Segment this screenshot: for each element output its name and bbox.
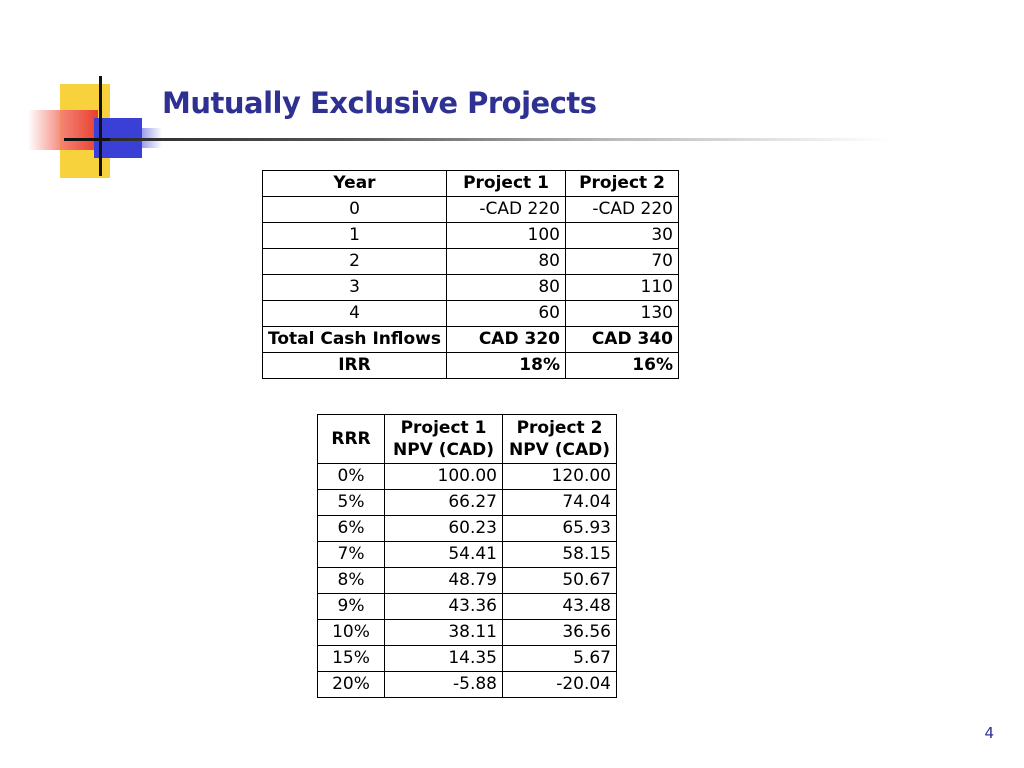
project-1-cash-cell: -CAD 220	[446, 197, 565, 223]
project-1-npv-cell: 100.00	[385, 464, 503, 490]
project-2-npv-cell: 36.56	[503, 620, 617, 646]
table-row	[318, 464, 617, 490]
table-row	[318, 542, 617, 568]
header-project-2-line1: Project 2	[516, 418, 603, 438]
table-row	[263, 275, 679, 301]
page-number: 4	[984, 724, 994, 742]
header-project-2-npv	[503, 415, 617, 464]
project-1-irr: 18%	[446, 353, 565, 379]
rrr-cell: 6%	[318, 516, 385, 542]
project-2-cash-cell: 70	[565, 249, 678, 275]
project-1-cash-cell: 100	[446, 223, 565, 249]
rrr-cell: 0%	[318, 464, 385, 490]
slide-title: Mutually Exclusive Projects	[162, 86, 597, 120]
header-project-2: Project 2	[565, 171, 678, 197]
header-project-1: Project 1	[446, 171, 565, 197]
project-1-npv-cell: -5.88	[385, 672, 503, 698]
table-row	[318, 594, 617, 620]
project-2-cash-cell: -CAD 220	[565, 197, 678, 223]
irr-row	[263, 353, 679, 379]
rrr-cell: 7%	[318, 542, 385, 568]
year-cell: 0	[263, 197, 447, 223]
project-1-cash-cell: 80	[446, 249, 565, 275]
project-2-npv-cell: 43.48	[503, 594, 617, 620]
table-row	[318, 490, 617, 516]
table-row	[263, 249, 679, 275]
total-label: Total Cash Inflows	[263, 327, 447, 353]
project-1-npv-cell: 38.11	[385, 620, 503, 646]
table-row	[263, 301, 679, 327]
irr-label: IRR	[263, 353, 447, 379]
project-2-npv-cell: 120.00	[503, 464, 617, 490]
table-row	[318, 568, 617, 594]
npv-table	[317, 414, 617, 698]
table-row	[263, 197, 679, 223]
rrr-cell: 8%	[318, 568, 385, 594]
project-2-npv-cell: 74.04	[503, 490, 617, 516]
year-cell: 2	[263, 249, 447, 275]
year-cell: 4	[263, 301, 447, 327]
project-1-npv-cell: 14.35	[385, 646, 503, 672]
header-rrr: RRR	[318, 415, 385, 464]
project-2-npv-cell: 50.67	[503, 568, 617, 594]
project-1-npv-cell: 43.36	[385, 594, 503, 620]
project-1-cash-cell: 60	[446, 301, 565, 327]
rrr-cell: 15%	[318, 646, 385, 672]
project-1-npv-cell: 54.41	[385, 542, 503, 568]
header-project-2-line2: NPV (CAD)	[508, 440, 611, 460]
total-cash-inflows-row	[263, 327, 679, 353]
table-row	[263, 223, 679, 249]
header-project-1-line1: Project 1	[400, 418, 487, 438]
table-row	[318, 516, 617, 542]
project-2-npv-cell: 58.15	[503, 542, 617, 568]
header-project-1-line2: NPV (CAD)	[392, 440, 495, 460]
logo-red-bar	[28, 110, 98, 150]
project-2-cash-cell: 110	[565, 275, 678, 301]
logo-vertical-line	[99, 76, 102, 176]
irr-table	[262, 170, 679, 379]
project-1-cash-cell: 80	[446, 275, 565, 301]
table-row	[318, 646, 617, 672]
project-2-cash-cell: 130	[565, 301, 678, 327]
project-1-total: CAD 320	[446, 327, 565, 353]
header-project-1-npv	[385, 415, 503, 464]
table-row	[318, 672, 617, 698]
header-year: Year	[263, 171, 447, 197]
project-2-irr: 16%	[565, 353, 678, 379]
year-cell: 3	[263, 275, 447, 301]
project-2-npv-cell: 5.67	[503, 646, 617, 672]
year-cell: 1	[263, 223, 447, 249]
rrr-cell: 5%	[318, 490, 385, 516]
rrr-cell: 9%	[318, 594, 385, 620]
irr-table-header-row	[263, 171, 679, 197]
project-2-cash-cell: 30	[565, 223, 678, 249]
project-1-npv-cell: 48.79	[385, 568, 503, 594]
npv-table-header-row	[318, 415, 617, 464]
title-underline	[110, 138, 890, 141]
project-2-total: CAD 340	[565, 327, 678, 353]
project-1-npv-cell: 60.23	[385, 516, 503, 542]
project-1-npv-cell: 66.27	[385, 490, 503, 516]
table-row	[318, 620, 617, 646]
rrr-cell: 20%	[318, 672, 385, 698]
rrr-cell: 10%	[318, 620, 385, 646]
project-2-npv-cell: -20.04	[503, 672, 617, 698]
project-2-npv-cell: 65.93	[503, 516, 617, 542]
